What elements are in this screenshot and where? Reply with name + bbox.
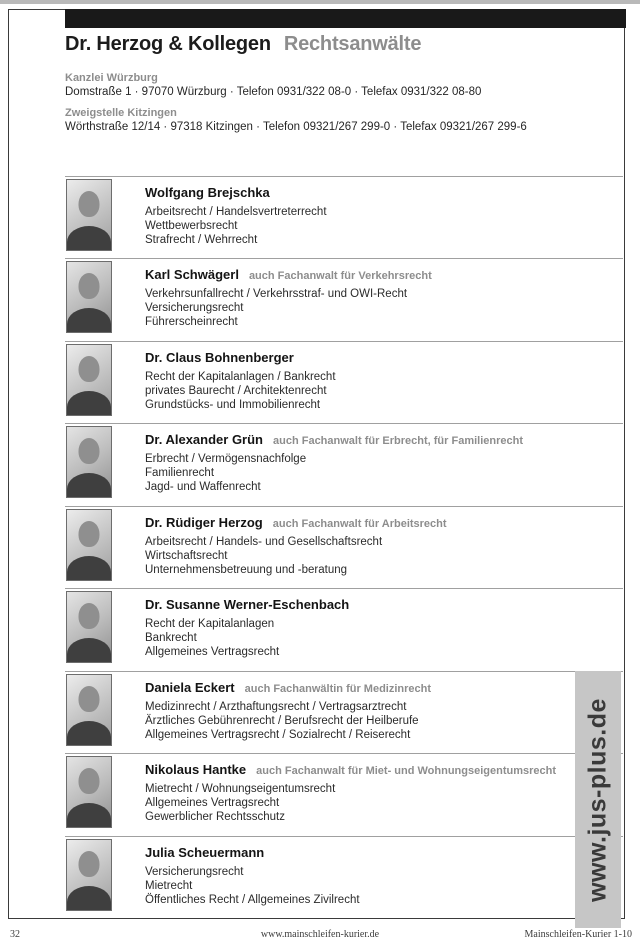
portrait-photo xyxy=(66,261,112,333)
practice-area: Allgemeines Vertragsrecht xyxy=(145,646,280,659)
lawyer-info xyxy=(145,515,623,577)
lawyer-info xyxy=(145,185,623,247)
practice-area: Familienrecht xyxy=(145,467,215,480)
practice-area: Unternehmensbetreuung und -beratung xyxy=(145,563,348,576)
practice-area: Wirtschaftsrecht xyxy=(145,549,228,562)
lawyer-name xyxy=(145,680,623,695)
practice-area: Jagd- und Waffenrecht xyxy=(145,481,261,494)
lawyer-name xyxy=(145,597,623,612)
lawyer-row xyxy=(65,341,623,423)
portrait-head-shape xyxy=(79,521,100,547)
lawyer-info xyxy=(145,267,623,329)
portrait-head-shape xyxy=(79,438,100,464)
lawyers-list xyxy=(65,176,623,918)
lawyer-row xyxy=(65,753,623,835)
portrait-shoulders-shape xyxy=(67,391,111,416)
lawyer-info xyxy=(145,597,623,659)
lawyer-name-text: Daniela Eckert xyxy=(145,679,235,695)
portrait-head-shape xyxy=(79,191,100,217)
practice-area: Verkehrsunfallrecht / Verkehrsstraf- und OWI-Recht xyxy=(145,288,408,301)
portrait-head-shape xyxy=(79,356,100,382)
practice-area: Gewerblicher Rechtsschutz xyxy=(145,811,285,824)
practice-area: Medizinrecht / Arzthaftungsrecht / Vertragsarztrecht xyxy=(145,700,407,713)
scan-edge-strip xyxy=(0,0,640,4)
practice-area: Bankrecht xyxy=(145,632,197,645)
lawyer-name-text: Wolfgang Brejschka xyxy=(145,185,270,200)
practice-areas xyxy=(145,287,623,329)
lawyer-name xyxy=(145,432,623,447)
firm-title xyxy=(65,33,421,56)
practice-area: Ärztliches Gebührenrecht / Berufsrecht der Heilberufe xyxy=(145,714,419,727)
lawyer-name xyxy=(145,267,623,282)
practice-area: Versicherungsrecht xyxy=(145,302,244,315)
practice-area: Allgemeines Vertragsrecht / Sozialrecht / Reiserecht xyxy=(145,728,411,741)
lawyer-name xyxy=(145,515,623,530)
portrait-shoulders-shape xyxy=(67,886,111,911)
specialist-note: auch Fachanwältin für Medizinrecht xyxy=(244,682,432,695)
lawyer-name-text: Dr. Claus Bohnenberger xyxy=(145,349,294,365)
lawyer-name xyxy=(145,350,623,365)
portrait-shoulders-shape xyxy=(67,556,111,581)
portrait-shoulders-shape xyxy=(67,226,111,251)
practice-areas xyxy=(145,865,623,907)
lawyer-name-text: Dr. Alexander Grün xyxy=(145,432,263,448)
practice-area: Arbeitsrecht / Handelsvertreterrecht xyxy=(145,206,327,218)
practice-areas xyxy=(145,782,623,824)
page-number: 32 xyxy=(10,929,20,940)
practice-areas xyxy=(145,617,623,659)
lawyer-row xyxy=(65,506,623,588)
practice-areas xyxy=(145,370,623,412)
practice-areas xyxy=(145,452,623,494)
portrait-photo xyxy=(66,839,112,911)
lawyer-info xyxy=(145,762,623,824)
page-footer xyxy=(0,929,640,943)
practice-area: Allgemeines Vertragsrecht xyxy=(145,797,280,810)
portrait-shoulders-shape xyxy=(67,721,111,746)
practice-area: Öffentliches Recht / Allgemeines Zivilrecht xyxy=(145,893,360,906)
practice-area: Recht der Kapitalanlagen / Bankrecht xyxy=(145,370,336,383)
footer-website: www.mainschleifen-kurier.de xyxy=(260,929,380,940)
practice-area: Recht der Kapitalanlagen xyxy=(145,618,275,631)
practice-area: Arbeitsrecht / Handels- und Gesellschaftsrecht xyxy=(145,535,383,548)
portrait-photo xyxy=(66,674,112,746)
lawyer-row xyxy=(65,258,623,340)
portrait-shoulders-shape xyxy=(67,638,111,663)
practice-area: Wettbewerbsrecht xyxy=(145,220,238,232)
office-addresses xyxy=(65,72,527,142)
office-label-wuerzburg: Kanzlei Würzburg xyxy=(65,72,158,84)
portrait-photo xyxy=(66,756,112,828)
firm-subtitle: Rechtsanwälte xyxy=(283,33,422,55)
lawyer-name xyxy=(145,762,623,777)
lawyer-info xyxy=(145,845,623,907)
specialist-note: auch Fachanwalt für Arbeitsrecht xyxy=(272,517,447,530)
practice-area: Grundstücks- und Immobilienrecht xyxy=(145,398,321,411)
portrait-photo xyxy=(66,426,112,498)
lawyer-name xyxy=(145,185,623,200)
portrait-shoulders-shape xyxy=(67,803,111,828)
office-address-kitzingen: Wörthstraße 12/14 · 97318 Kitzingen · Telefon 09321/267 299-0 · Telefax 09321/267 299-6 xyxy=(65,121,527,133)
practice-area: Strafrecht / Wehrrecht xyxy=(145,234,258,246)
portrait-photo xyxy=(66,591,112,663)
portrait-head-shape xyxy=(79,603,100,629)
lawyer-info xyxy=(145,350,623,412)
practice-area: Erbrecht / Vermögensnachfolge xyxy=(145,453,307,466)
lawyer-name-text: Nikolaus Hantke xyxy=(145,762,247,778)
portrait-head-shape xyxy=(79,851,100,877)
practice-area: privates Baurecht / Architektenrecht xyxy=(145,384,327,397)
practice-area: Führerscheinrecht xyxy=(145,316,238,329)
lawyer-row xyxy=(65,588,623,670)
portrait-photo xyxy=(66,509,112,581)
lawyer-name-text: Dr. Susanne Werner-Eschenbach xyxy=(145,597,350,613)
office-label-kitzingen: Zweigstelle Kitzingen xyxy=(65,107,177,119)
practice-areas xyxy=(145,535,623,577)
portrait-photo xyxy=(66,179,112,251)
specialist-note: auch Fachanwalt für Miet- und Wohnungseigentumsrecht xyxy=(256,765,557,778)
practice-area: Mietrecht / Wohnungseigentumsrecht xyxy=(145,783,336,796)
lawyer-row xyxy=(65,423,623,505)
header-black-bar xyxy=(65,9,626,28)
lawyer-name-text: Karl Schwägerl xyxy=(145,267,239,283)
lawyer-name-text: Julia Scheuermann xyxy=(145,844,265,860)
office-address-wuerzburg: Domstraße 1 · 97070 Würzburg · Telefon 0931/322 08-0 · Telefax 0931/322 08-80 xyxy=(65,86,482,98)
sidebar-url: www.jus-plus.de xyxy=(583,697,612,902)
practice-areas xyxy=(145,205,623,247)
lawyer-info xyxy=(145,432,623,494)
portrait-head-shape xyxy=(79,768,100,794)
specialist-note: auch Fachanwalt für Verkehrsrecht xyxy=(248,270,432,283)
portrait-head-shape xyxy=(79,686,100,712)
lawyer-row xyxy=(65,671,623,753)
lawyer-row xyxy=(65,836,623,918)
lawyer-info xyxy=(145,680,623,742)
lawyer-name-text: Dr. Rüdiger Herzog xyxy=(145,514,263,530)
lawyer-row xyxy=(65,176,623,258)
practice-area: Versicherungsrecht xyxy=(145,865,244,878)
practice-area: Mietrecht xyxy=(145,879,193,892)
portrait-photo xyxy=(66,344,112,416)
portrait-shoulders-shape xyxy=(67,473,111,498)
practice-areas xyxy=(145,700,623,742)
footer-issue: Mainschleifen-Kurier 1-10 xyxy=(524,929,632,940)
jus-plus-sidebar xyxy=(575,671,621,928)
firm-name: Dr. Herzog & Kollegen xyxy=(65,33,271,55)
lawyer-name xyxy=(145,845,623,860)
portrait-head-shape xyxy=(79,273,100,299)
specialist-note: auch Fachanwalt für Erbrecht, für Familienrecht xyxy=(273,435,523,448)
portrait-shoulders-shape xyxy=(67,308,111,333)
